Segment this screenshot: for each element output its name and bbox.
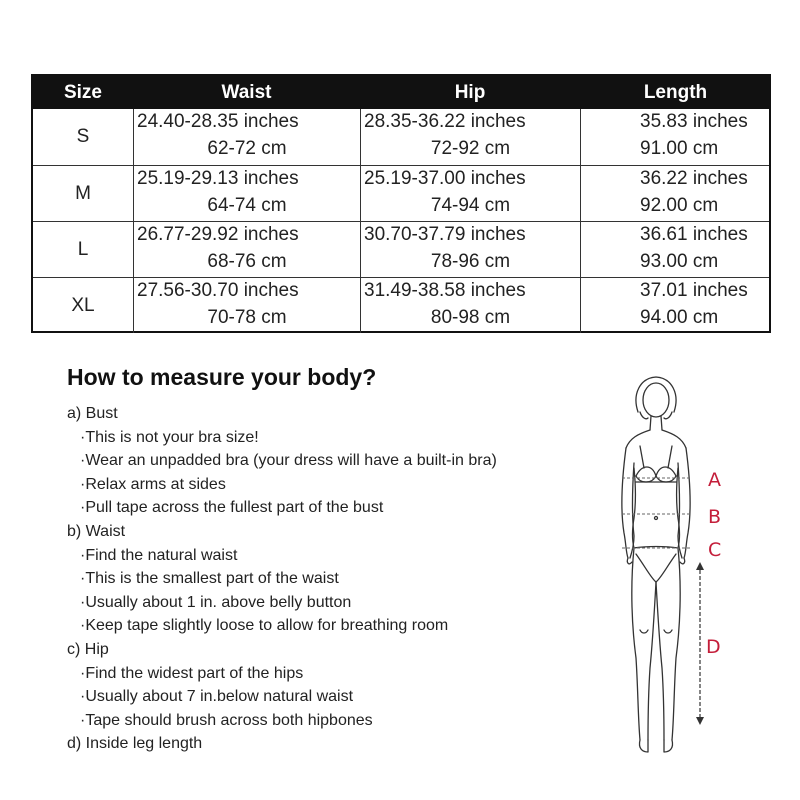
size-cell: XL xyxy=(71,294,95,316)
waist-marker-label: B xyxy=(708,506,722,528)
waist-cm: 64-74 cm xyxy=(207,195,287,216)
body-outline-icon xyxy=(596,368,746,760)
size-cell: S xyxy=(76,126,90,147)
instruction-line: ·Tape should brush across both hipbones xyxy=(80,711,373,729)
header-size: Size xyxy=(63,82,103,103)
instruction-line: ·Usually about 7 in.below natural waist xyxy=(80,688,354,706)
hip-cm: 72-92 cm xyxy=(430,138,511,159)
hip-marker-label: C xyxy=(708,539,722,561)
table-row xyxy=(33,165,769,221)
instruction-line: ·This is the smallest part of the waist xyxy=(80,570,339,588)
hip-cell xyxy=(360,166,580,221)
length-cell xyxy=(580,166,771,221)
table-row xyxy=(33,221,769,277)
hip-cell xyxy=(360,278,580,333)
length-cell xyxy=(580,222,771,277)
waist-cell xyxy=(133,222,360,277)
header-hip: Hip xyxy=(454,82,486,103)
measurement-instructions xyxy=(67,402,587,756)
section-heading-hip: c) Hip xyxy=(67,640,109,658)
guide-title: How to measure your body? xyxy=(67,364,377,390)
waist-cell xyxy=(133,278,360,333)
instruction-line: ·Pull tape across the fullest part of the bust xyxy=(80,499,384,517)
bust-marker-label: A xyxy=(708,469,721,491)
hip-cm: 74-94 cm xyxy=(430,195,511,216)
instruction-line: ·Relax arms at sides xyxy=(80,475,226,493)
section-heading-inside-leg: d) Inside leg length xyxy=(67,735,203,753)
waist-cm: 62-72 cm xyxy=(207,138,287,159)
body-measurement-figure-icon xyxy=(596,368,746,760)
hip-inches: 28.35-36.22 inches xyxy=(364,111,526,132)
section-heading-bust: a) Bust xyxy=(67,405,118,422)
hip-inches: 25.19-37.00 inches xyxy=(364,168,526,189)
waist-inches: 25.19-29.13 inches xyxy=(137,168,299,189)
section-heading-waist: b) Waist xyxy=(67,522,126,540)
length-cm: 92.00 cm xyxy=(640,195,719,216)
instruction-line: ·This is not your bra size! xyxy=(80,428,259,446)
hip-inches: 30.70-37.79 inches xyxy=(364,224,526,245)
length-inches: 36.22 inches xyxy=(640,168,748,189)
hip-cell xyxy=(360,222,580,277)
table-row xyxy=(33,277,769,333)
instruction-line: ·Find the widest part of the hips xyxy=(80,664,304,682)
waist-inches: 27.56-30.70 inches xyxy=(137,280,299,301)
hip-cell xyxy=(360,109,580,165)
length-inches: 37.01 inches xyxy=(640,280,748,301)
length-inches: 36.61 inches xyxy=(640,224,748,245)
header-length: Length xyxy=(643,82,708,103)
size-cell: M xyxy=(75,182,91,204)
length-cell xyxy=(580,278,771,333)
table-header-row xyxy=(33,76,769,109)
hip-cm: 80-98 cm xyxy=(430,307,511,328)
waist-inches: 26.77-29.92 inches xyxy=(137,224,299,245)
size-chart-table xyxy=(31,74,771,333)
instruction-line: ·Usually about 1 in. above belly button xyxy=(80,593,352,611)
waist-cell xyxy=(133,109,360,165)
length-cm: 93.00 cm xyxy=(640,251,719,272)
instruction-line: ·Find the natural waist xyxy=(80,546,238,564)
length-cm: 94.00 cm xyxy=(640,307,719,328)
header-waist: Waist xyxy=(221,82,272,103)
instruction-line: ·Keep tape slightly loose to allow for breathing room xyxy=(80,617,449,635)
length-inches: 35.83 inches xyxy=(640,111,748,132)
hip-cm: 78-96 cm xyxy=(430,251,511,272)
length-cell xyxy=(580,109,771,165)
waist-cm: 68-76 cm xyxy=(207,251,287,272)
waist-cm: 70-78 cm xyxy=(207,307,287,328)
waist-inches: 24.40-28.35 inches xyxy=(137,111,299,132)
table-row xyxy=(33,109,769,165)
length-cm: 91.00 cm xyxy=(640,138,719,159)
instruction-line: ·Wear an unpadded bra (your dress will have a built-in bra) xyxy=(80,452,497,470)
inside-leg-marker-label: D xyxy=(706,636,721,658)
waist-cell xyxy=(133,166,360,221)
hip-inches: 31.49-38.58 inches xyxy=(364,280,526,301)
size-cell: L xyxy=(77,238,89,260)
